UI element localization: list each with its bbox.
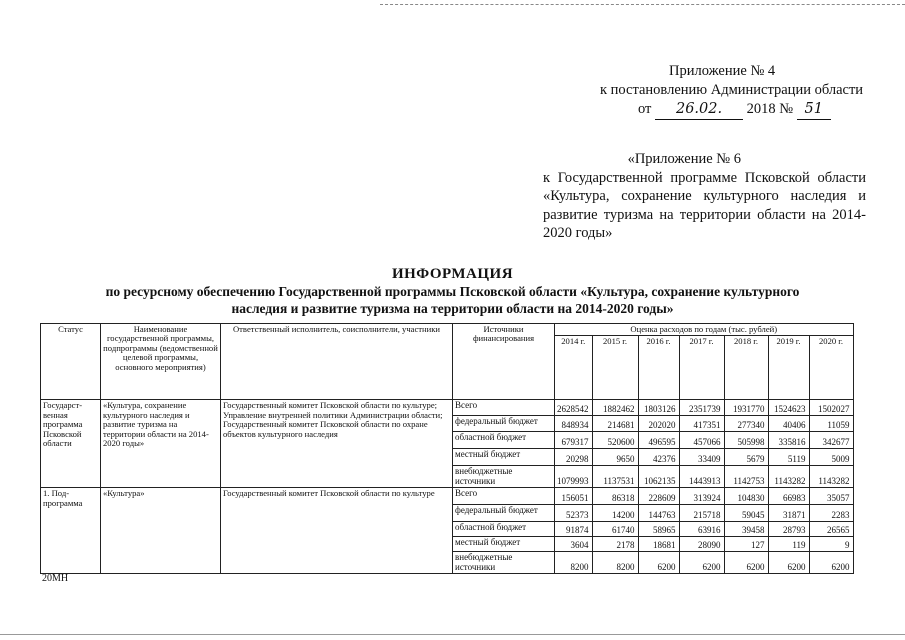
value-cell: 457066 (679, 432, 724, 449)
appendix-6-block (543, 150, 866, 243)
year-header: 2014 г. (555, 336, 593, 400)
header-sources: Источники финансирования (453, 324, 555, 400)
year-header: 2020 г. (809, 336, 853, 400)
value-cell: 5119 (768, 449, 809, 466)
value-cell: 91874 (555, 522, 593, 537)
value-cell: 2351739 (679, 400, 724, 416)
appendix-4-resolution: к постановлению Администрации области (600, 82, 864, 98)
appendix-4-block (600, 62, 900, 120)
value-cell: 2178 (592, 537, 638, 552)
header-estimate: Оценка расходов по годам (тыс. рублей) (555, 324, 854, 336)
value-cell: 342677 (809, 432, 853, 449)
value-cell: 26565 (809, 522, 853, 537)
document-code: 20МН (42, 573, 69, 584)
value-cell: 28090 (679, 537, 724, 552)
group-status: 1. Под-программа (41, 488, 101, 574)
value-cell: 61740 (592, 522, 638, 537)
appendix-4-title: Приложение № 4 (669, 63, 776, 79)
value-cell: 104830 (724, 488, 768, 505)
group-name: «Культура, сохранение культурного наследия и развитие туризма на территории области на 2014-2020 годы» (101, 400, 221, 488)
value-cell: 31871 (768, 505, 809, 522)
scan-artifact-bottom (0, 634, 905, 635)
value-cell: 39458 (724, 522, 768, 537)
source-cell: Всего (453, 400, 555, 416)
group-executor: Государственный комитет Псковской области по культуре; Управление внутренней политики Администрации области; Государственный комитет Псковской области по охране объектов культурного наследия (221, 400, 453, 488)
group-status: Государст-венная программа Псковской области (41, 400, 101, 488)
table-header-row (41, 324, 854, 336)
value-cell: 6200 (638, 552, 679, 574)
value-cell: 6200 (768, 552, 809, 574)
document-title (0, 266, 905, 317)
scan-artifact-top (380, 4, 905, 5)
value-cell: 35057 (809, 488, 853, 505)
value-cell: 1137531 (592, 466, 638, 488)
number-field: 51 (797, 100, 831, 120)
value-cell: 52373 (555, 505, 593, 522)
value-cell: 18681 (638, 537, 679, 552)
value-cell: 1803126 (638, 400, 679, 416)
date-field: 26.02. (655, 100, 743, 120)
value-cell: 1524623 (768, 400, 809, 416)
title-heading: ИНФОРМАЦИЯ (391, 266, 514, 282)
value-cell: 335816 (768, 432, 809, 449)
value-cell: 59045 (724, 505, 768, 522)
value-cell: 1143282 (768, 466, 809, 488)
value-cell: 1882462 (592, 400, 638, 416)
value-cell: 11059 (809, 416, 853, 432)
title-subline-1: по ресурсному обеспечению Государственной программы Псковской области «Культура, сохранение культурного (105, 284, 800, 299)
group-name: «Культура» (101, 488, 221, 574)
value-cell: 58965 (638, 522, 679, 537)
source-cell: областной бюджет (453, 522, 555, 537)
value-cell: 228609 (638, 488, 679, 505)
value-cell: 1079993 (555, 466, 593, 488)
year-header: 2018 г. (724, 336, 768, 400)
header-name: Наименование государственной программы, подпрограммы (ведомственной целевой программы, основного мероприятия) (101, 324, 221, 400)
source-cell: областной бюджет (453, 432, 555, 449)
value-cell: 1502027 (809, 400, 853, 416)
value-cell: 14200 (592, 505, 638, 522)
value-cell: 5679 (724, 449, 768, 466)
value-cell: 33409 (679, 449, 724, 466)
value-cell: 848934 (555, 416, 593, 432)
value-cell: 1143282 (809, 466, 853, 488)
value-cell: 127 (724, 537, 768, 552)
appendix-6-body: к Государственной программе Псковской области «Культура, сохранение культурного наследия и развитие туризма на территории области на 2014-2020 годы» (543, 169, 866, 241)
value-cell: 417351 (679, 416, 724, 432)
source-cell: внебюджетные источники (453, 466, 555, 488)
year-label: 2018 № (746, 101, 794, 117)
value-cell: 2283 (809, 505, 853, 522)
table-row (41, 400, 854, 416)
value-cell: 156051 (555, 488, 593, 505)
year-header: 2015 г. (592, 336, 638, 400)
value-cell: 9650 (592, 449, 638, 466)
table-row (41, 488, 854, 505)
value-cell: 6200 (809, 552, 853, 574)
source-cell: Всего (453, 488, 555, 505)
value-cell: 1062135 (638, 466, 679, 488)
value-cell: 8200 (592, 552, 638, 574)
from-label: от (638, 101, 652, 117)
source-cell: федеральный бюджет (453, 416, 555, 432)
value-cell: 86318 (592, 488, 638, 505)
value-cell: 8200 (555, 552, 593, 574)
value-cell: 313924 (679, 488, 724, 505)
value-cell: 28793 (768, 522, 809, 537)
value-cell: 9 (809, 537, 853, 552)
value-cell: 6200 (679, 552, 724, 574)
appendix-4-date-line (600, 100, 900, 120)
value-cell: 1931770 (724, 400, 768, 416)
header-executor: Ответственный исполнитель, соисполнители, участники (221, 324, 453, 400)
value-cell: 2628542 (555, 400, 593, 416)
value-cell: 66983 (768, 488, 809, 505)
source-cell: местный бюджет (453, 537, 555, 552)
value-cell: 505998 (724, 432, 768, 449)
source-cell: местный бюджет (453, 449, 555, 466)
value-cell: 3604 (555, 537, 593, 552)
value-cell: 215718 (679, 505, 724, 522)
value-cell: 520600 (592, 432, 638, 449)
value-cell: 63916 (679, 522, 724, 537)
title-subline-2: наследия и развитие туризма на территории области на 2014-2020 годы» (231, 301, 674, 316)
value-cell: 40406 (768, 416, 809, 432)
value-cell: 277340 (724, 416, 768, 432)
source-cell: внебюджетные источники (453, 552, 555, 574)
appendix-6-title: «Приложение № 6 (627, 151, 741, 167)
value-cell: 1142753 (724, 466, 768, 488)
value-cell: 144763 (638, 505, 679, 522)
value-cell: 202020 (638, 416, 679, 432)
year-header: 2019 г. (768, 336, 809, 400)
group-executor: Государственный комитет Псковской области по культуре (221, 488, 453, 574)
value-cell: 42376 (638, 449, 679, 466)
value-cell: 496595 (638, 432, 679, 449)
value-cell: 679317 (555, 432, 593, 449)
resource-table (40, 323, 854, 574)
header-status: Статус (41, 324, 101, 400)
source-cell: федеральный бюджет (453, 505, 555, 522)
value-cell: 1443913 (679, 466, 724, 488)
value-cell: 214681 (592, 416, 638, 432)
year-header: 2017 г. (679, 336, 724, 400)
value-cell: 6200 (724, 552, 768, 574)
value-cell: 20298 (555, 449, 593, 466)
year-header: 2016 г. (638, 336, 679, 400)
value-cell: 5009 (809, 449, 853, 466)
value-cell: 119 (768, 537, 809, 552)
